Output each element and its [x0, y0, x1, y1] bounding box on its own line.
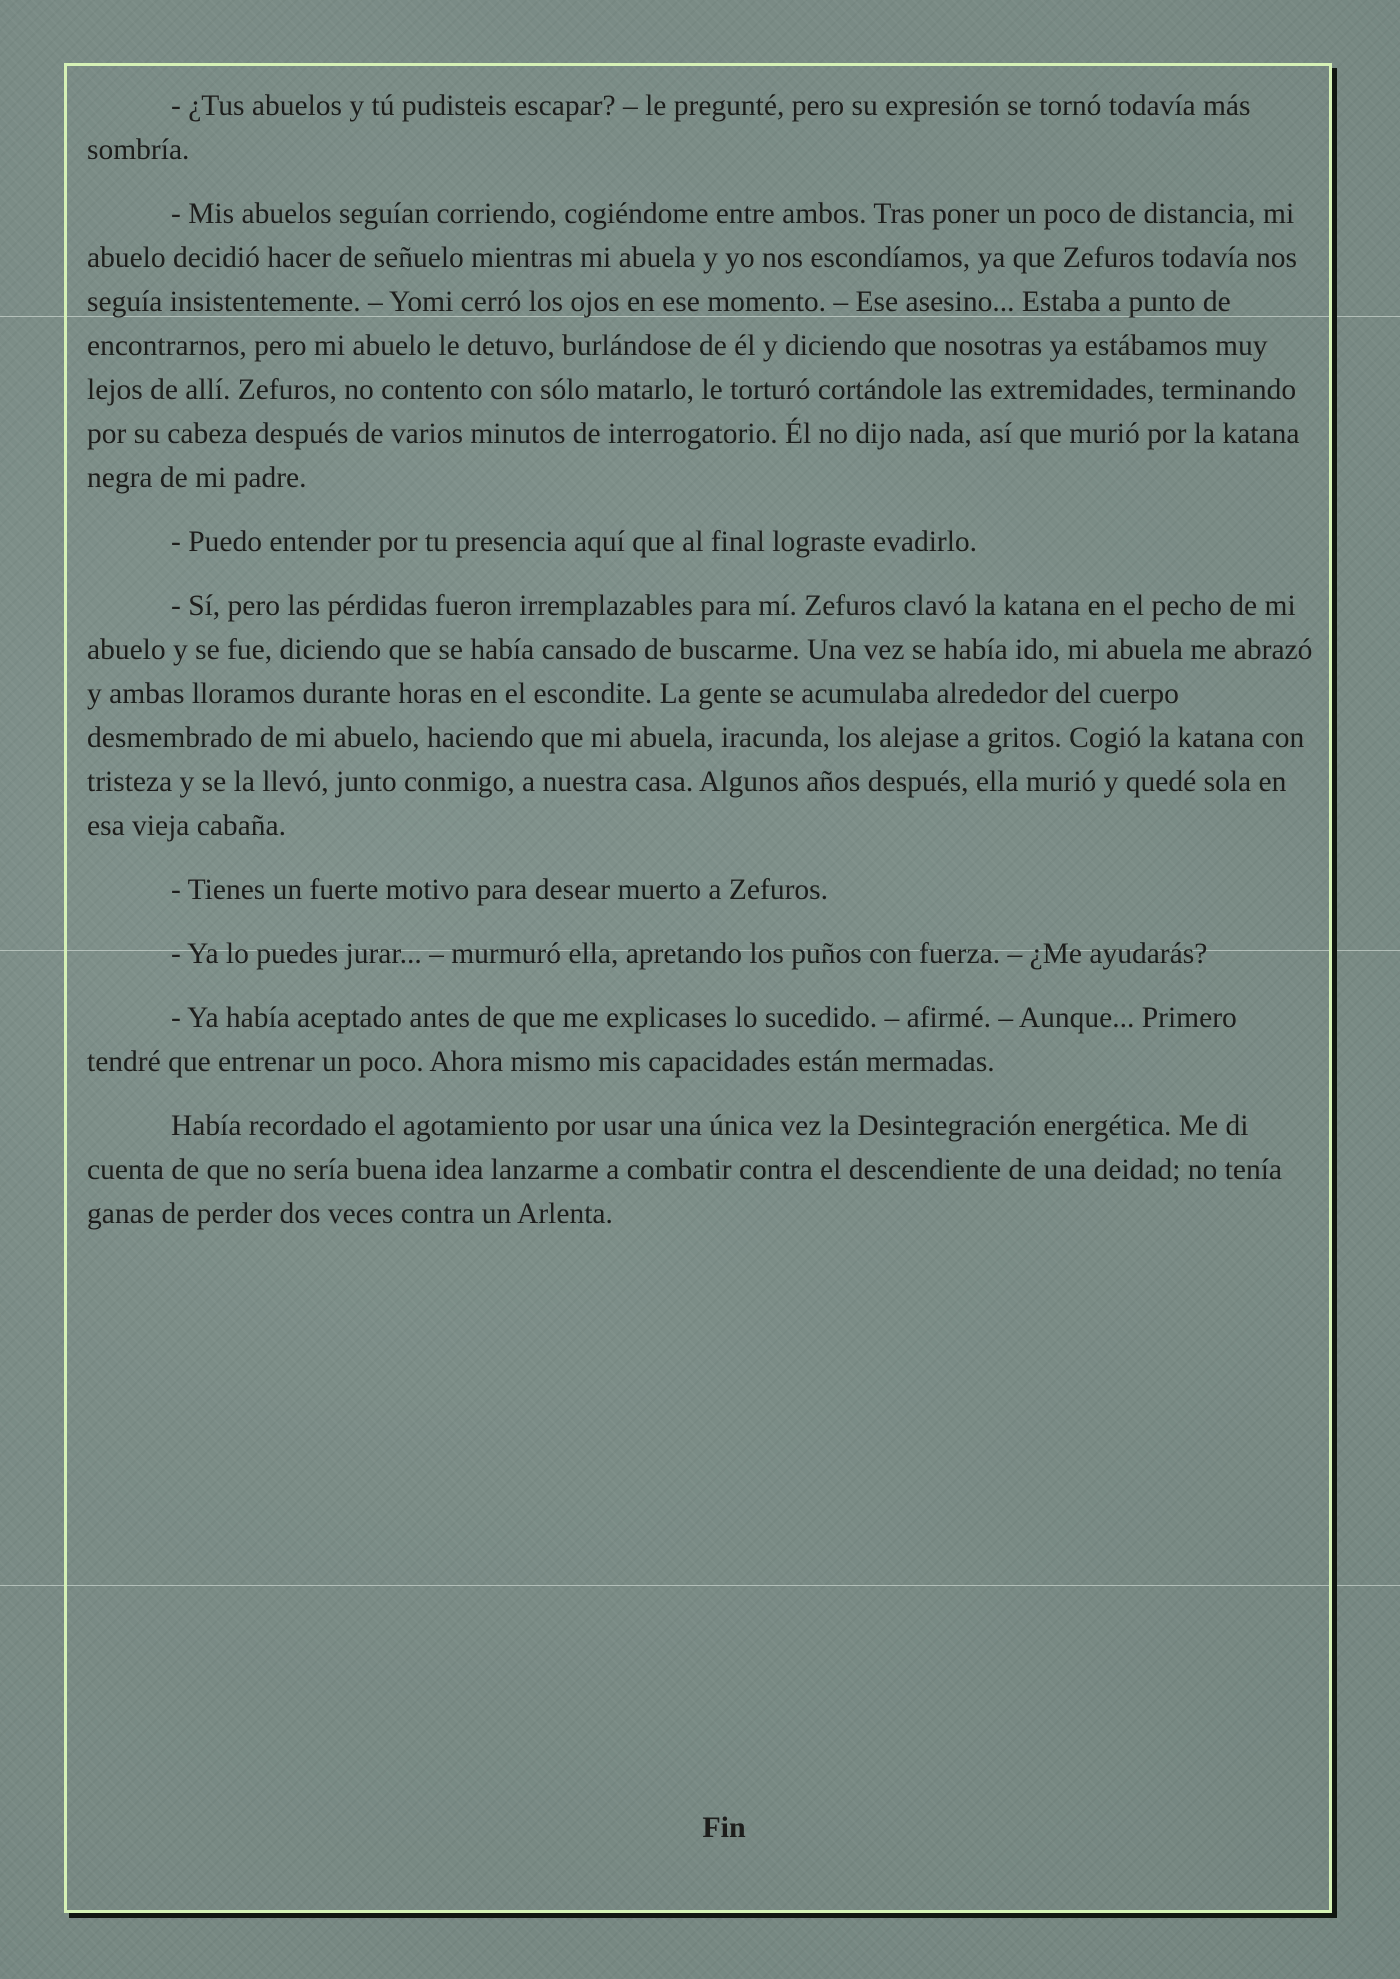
ending-label: Fin	[702, 1811, 746, 1844]
paragraph: - Mis abuelos seguían corriendo, cogiéndome entre ambos. Tras poner un poco de distancia, mi abuelo decidió hacer de señuelo mientras mi abuela y yo nos escondíamos, ya que Zefuros todavía nos seguía insistentemente. – Yomi cerró los ojos en ese momento. – Ese asesino... Estaba a punto de encontrarnos, pero mi abuelo le detuvo, burlándose de él y diciendo que nosotras ya estábamos muy lejos de allí. Zefuros, no contento con sólo matarlo, le torturó cortándole las extremidades, terminando por su cabeza después de varios minutos de interrogatorio. Él no dijo nada, así que murió por la katana negra de mi padre.	[87, 198, 1300, 494]
story-text	[87, 84, 1317, 1256]
paragraph: - ¿Tus abuelos y tú pudisteis escapar? – le pregunté, pero su expresión se tornó todavía más sombría.	[87, 90, 1251, 166]
page-frame	[64, 63, 1332, 1913]
paragraph: - Puedo entender por tu presencia aquí que al final lograste evadirlo.	[171, 526, 978, 558]
paragraph: - Sí, pero las pérdidas fueron irremplazables para mí. Zefuros clavó la katana en el pecho de mi abuelo y se fue, diciendo que se había cansado de buscarme. Una vez se había ido, mi abuela me abrazó y ambas lloramos durante horas en el escondite. La gente se acumulaba alrededor del cuerpo desmembrado de mi abuelo, haciendo que mi abuela, iracunda, los alejase a gritos. Cogió la katana con tristeza y se la llevó, junto conmigo, a nuestra casa. Algunos años después, ella murió y quedé sola en esa vieja cabaña.	[87, 590, 1313, 842]
paragraph: - Ya lo puedes jurar... – murmuró ella, apretando los puños con fuerza. – ¿Me ayudarás?	[171, 938, 1208, 970]
paragraph: Había recordado el agotamiento por usar una única vez la Desintegración energética. Me di cuenta de que no sería buena idea lanzarme a combatir contra el descendiente de una deidad; no tenía ganas de perder dos veces contra un Arlenta.	[87, 1110, 1283, 1230]
paragraph: - Ya había aceptado antes de que me explicases lo sucedido. – afirmé. – Aunque... Primero tendré que entrenar un poco. Ahora mismo mis capacidades están mermadas.	[87, 1002, 1237, 1078]
paragraph: - Tienes un fuerte motivo para desear muerto a Zefuros.	[171, 874, 828, 906]
